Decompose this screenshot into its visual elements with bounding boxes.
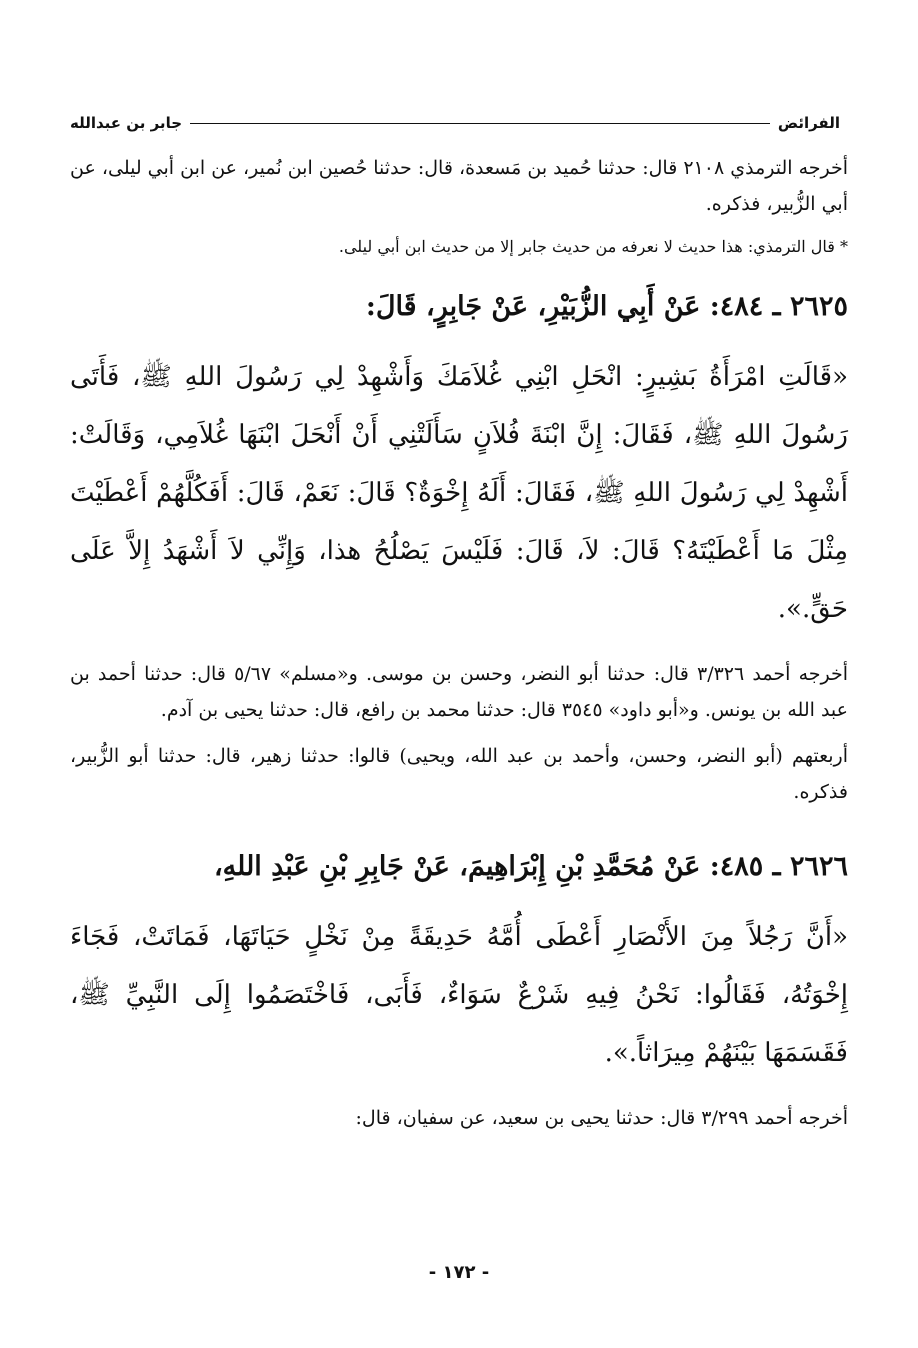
hadith-text-2626: «أَنَّ رَجُلاً مِنَ الأَنْصَارِ أَعْطَى أُمَّهُ حَدِيقَةً مِنْ نَخْلٍ حَيَاتَهَا، فَمَاتَتْ، فَجَاءَ إِخْوَتُهُ، فَقَالُوا: نَحْنُ فِيهِ شَرْعٌ سَوَاءٌ، فَأَبَى، فَاخْتَصَمُوا إِلَى النَّبِيِّ ﷺ، فَقَسَمَهَا بَيْنَهُمْ مِيرَاثاً.». xyxy=(70,922,848,1068)
header-narrator-name: جابر بن عبدالله xyxy=(70,114,183,132)
header-rule xyxy=(190,123,770,124)
takhrij-paragraph: أربعتهم (أبو النضر، وحسن، وأحمد بن عبد الله، ويحيى) قالوا: حدثنا زهير، قال: حدثنا أبو الزُّبير، فذكره. xyxy=(70,745,848,803)
hadith-text-2625: «قَالَتِ امْرَأَةُ بَشِيرٍ: انْحَلِ ابْنِي غُلاَمَكَ وَأَشْهِدْ لِي رَسُولَ اللهِ ﷺ، فَأَتَى رَسُولَ اللهِ ﷺ، فَقَالَ: إِنَّ ابْنَةَ فُلاَنٍ سَأَلَتْنِي أَنْ أَنْحَلَ ابْنَهَا غُلاَمِي، وَقَالَتْ: أَشْهِدْ لِي رَسُولَ اللهِ ﷺ، فَقَالَ: أَلَهُ إِخْوَةٌ؟ قَالَ: نَعَمْ، قَالَ: أَفَكُلَّهُمْ أَعْطَيْتَ مِثْلَ مَا أَعْطَيْتَهُ؟ قَالَ: لاَ، قَالَ: فَلَيْسَ يَصْلُحُ هذا، وَإِنِّي لاَ أَشْهَدُ إِلاَّ عَلَى حَقٍّ.». xyxy=(70,362,849,624)
page-number: - ١٧٢ - xyxy=(428,1262,490,1283)
page-body xyxy=(70,150,848,1146)
running-header xyxy=(70,110,840,136)
hadith-heading-2626: ٢٦٢٦ ـ ٤٨٥: عَنْ مُحَمَّدِ بْنِ إِبْرَاهِيمَ، عَنْ جَابِرِ بْنِ عَبْدِ اللهِ، xyxy=(213,851,848,882)
takhrij-paragraph: أخرجه أحمد ٣/٣٢٦ قال: حدثنا أبو النضر، وحسن بن موسى. و«مسلم» ٥/٦٧ قال: حدثنا أحمد بن عبد الله بن يونس. و«أبو داود» ٣٥٤٥ قال: حدثنا محمد بن رافع، قال: حدثنا يحيى بن آدم. xyxy=(70,663,849,721)
tirmidhi-note: * قال الترمذي: هذا حديث لا نعرفه من حديث جابر إلا من حديث ابن أبي ليلى. xyxy=(338,237,848,256)
header-chapter-title: الفرائض xyxy=(777,114,840,132)
takhrij-paragraph: أخرجه أحمد ٣/٢٩٩ قال: حدثنا يحيى بن سعيد، عن سفيان، قال: xyxy=(355,1107,848,1129)
hadith-heading-2625: ٢٦٢٥ ـ ٤٨٤: عَنْ أَبِي الزُّبَيْرِ، عَنْ جَابِرٍ، قَالَ: xyxy=(365,291,848,322)
takhrij-paragraph: أخرجه الترمذي ٢١٠٨ قال: حدثنا حُميد بن مَسعدة، قال: حدثنا حُصين ابن نُمير، عن ابن أبي ليلى، عن أبي الزُّبير، فذكره. xyxy=(70,157,849,215)
